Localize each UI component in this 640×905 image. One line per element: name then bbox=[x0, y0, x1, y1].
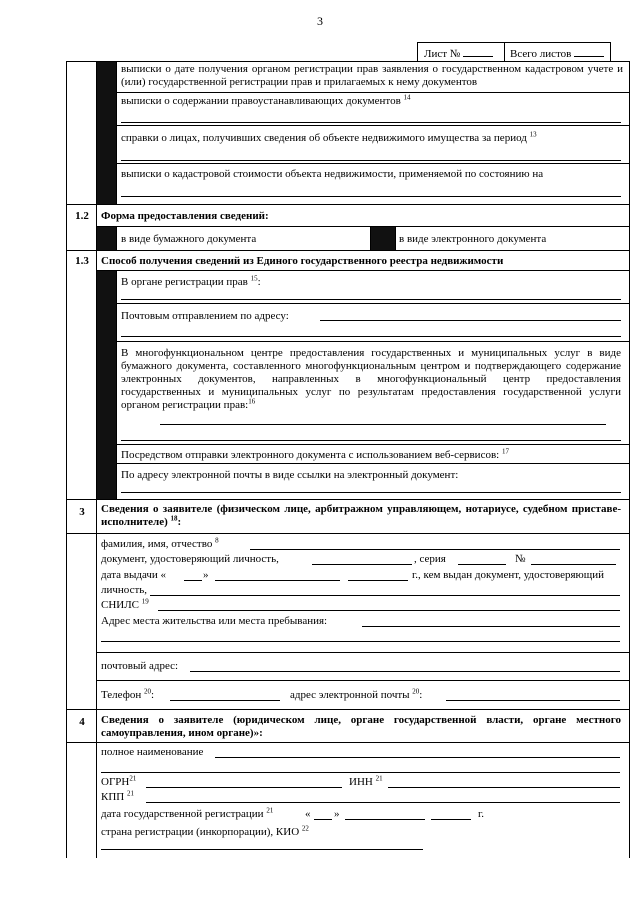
id-doc-line[interactable] bbox=[312, 564, 412, 565]
column-divider-2 bbox=[116, 61, 117, 204]
section-divider bbox=[66, 204, 629, 205]
issue-date-quote: » bbox=[203, 569, 209, 581]
row-divider bbox=[116, 92, 629, 93]
postal-address-line-2[interactable] bbox=[121, 336, 621, 337]
paper-option-label: в виде бумажного документа bbox=[121, 233, 257, 245]
extract-content-option: выписки о содержании правоустанавливающих документов $^{14}$ bbox=[121, 93, 411, 107]
full-name-label: полное наименование bbox=[101, 746, 204, 758]
reg-day-line[interactable] bbox=[314, 819, 332, 820]
section-4-title: Сведения о заявителе (юридическом лице, органе государственной власти, органе местного самоуправления, ином органе)»: bbox=[101, 714, 621, 739]
number-label: № bbox=[515, 553, 526, 565]
issue-day-line[interactable] bbox=[184, 580, 202, 581]
series-label: , серия bbox=[414, 553, 446, 565]
fio-line[interactable] bbox=[250, 549, 620, 550]
cadastral-value-option: выписки о кадастровой стоимости объекта недвижимости, применяемой по состоянию на bbox=[121, 168, 544, 180]
page-number: 3 bbox=[317, 14, 323, 28]
email-link-option: По адресу электронной почты в виде ссылки на электронный документ: bbox=[121, 469, 459, 481]
email-label: адрес электронной почты $^{20}$: bbox=[290, 687, 423, 701]
issue-month-line[interactable] bbox=[215, 580, 340, 581]
row-divider bbox=[116, 125, 629, 126]
electronic-option-label: в виде электронного документа bbox=[399, 233, 547, 245]
row-divider bbox=[66, 533, 629, 534]
row-divider bbox=[116, 341, 629, 342]
snils-line[interactable] bbox=[158, 610, 620, 611]
residence-label: Адрес места жительства или места пребывания: bbox=[101, 615, 328, 627]
extract-date-option: выписки о дате получения органом регистрации прав заявления о государственном кадастровом учете и (или) государственной регистрации прав и прилагаемых к нему документов bbox=[121, 63, 623, 88]
row-divider bbox=[96, 226, 629, 227]
kpp-label: КПП $^{21}$ bbox=[101, 789, 134, 803]
email-line[interactable] bbox=[446, 700, 620, 701]
electronic-checkbox[interactable] bbox=[371, 227, 395, 250]
section-1-3-title: Способ получения сведений из Единого государственного реестра недвижимости bbox=[101, 255, 504, 267]
full-name-line-2[interactable] bbox=[101, 772, 620, 773]
sheet-total-cell[interactable] bbox=[505, 43, 610, 62]
postal-delivery-option: Почтовым отправлением по адресу: bbox=[121, 310, 289, 322]
phone-line[interactable] bbox=[170, 700, 280, 701]
ogrn-line[interactable] bbox=[146, 787, 342, 788]
sheet-total-label: Всего листов bbox=[510, 48, 572, 60]
issue-year-line[interactable] bbox=[348, 580, 408, 581]
postal-address-label: почтовый адрес: bbox=[101, 660, 179, 672]
reg-month-line[interactable] bbox=[345, 819, 425, 820]
section-4-number: 4 bbox=[79, 716, 85, 728]
ogrn-label: ОГРН$^{21}$ bbox=[101, 774, 137, 788]
table-top-border bbox=[66, 61, 629, 62]
cadastral-date-line[interactable] bbox=[121, 196, 621, 197]
residence-line-1[interactable] bbox=[362, 626, 620, 627]
kpp-line[interactable] bbox=[146, 802, 620, 803]
postal-address-line[interactable] bbox=[190, 671, 620, 672]
section-3-number: 3 bbox=[79, 506, 85, 518]
reg-date-quote-close: » bbox=[334, 808, 340, 820]
country-line[interactable] bbox=[101, 849, 423, 850]
row-divider bbox=[96, 652, 629, 653]
reg-date-year-suffix: г. bbox=[478, 808, 485, 820]
email-link-line[interactable] bbox=[121, 492, 621, 493]
inn-line[interactable] bbox=[388, 787, 620, 788]
registration-office-line[interactable] bbox=[121, 299, 621, 300]
checkbox-column-top[interactable] bbox=[97, 62, 116, 204]
row-divider bbox=[96, 270, 629, 271]
row-divider bbox=[116, 444, 629, 445]
row-divider bbox=[96, 680, 629, 681]
id-doc-label: документ, удостоверяющий личность, bbox=[101, 553, 279, 565]
column-divider-2b bbox=[116, 226, 117, 250]
table-right-border bbox=[629, 61, 630, 858]
reg-date-label: дата государственной регистрации $^{21}$ bbox=[101, 806, 274, 820]
persons-reference-option: справки о лицах, получивших сведения об объекте недвижимого имущества за период $^{13}$ bbox=[121, 130, 537, 144]
issued-by-label: г., кем выдан документ, удостоверяющий bbox=[412, 569, 604, 581]
row-divider bbox=[116, 303, 629, 304]
web-service-option: Посредством отправки электронного документа с использованием веб-сервисов: $^{17}$ bbox=[121, 447, 509, 461]
section-divider bbox=[66, 499, 629, 500]
row-divider bbox=[116, 463, 629, 464]
postal-address-line-1[interactable] bbox=[320, 320, 621, 321]
extract-content-line[interactable] bbox=[121, 122, 621, 123]
series-line[interactable] bbox=[458, 564, 506, 565]
mfc-option: В многофункциональном центре предоставления государственных и муниципальных услуг в виде бумажного документа, составленного многофункциональным центром и подтверждающего содержание электронных документов, направленных в многофункциональный центр предоставления государственных и муниципальных услуг по результатам предоставления государственной услуги органом регистрации прав:$^{16}$ bbox=[121, 347, 621, 411]
section-3-title: Сведения о заявителе (физическом лице, арбитражном управляющем, нотариусе, судебном приставе-исполнителе) $^{18}$: bbox=[101, 503, 621, 528]
section-1-2-number: 1.2 bbox=[75, 210, 89, 222]
number-line[interactable] bbox=[531, 564, 616, 565]
phone-label: Телефон $^{20}$: bbox=[101, 687, 155, 701]
inn-label: ИНН $^{21}$ bbox=[349, 774, 383, 788]
mfc-line-2[interactable] bbox=[121, 440, 621, 441]
registration-office-option: В органе регистрации прав $^{15}$: bbox=[121, 274, 261, 288]
sheet-header bbox=[417, 42, 611, 62]
issue-date-label: дата выдачи « bbox=[101, 569, 167, 581]
country-label: страна регистрации (инкорпорации), КИО $^{22}$ bbox=[101, 824, 309, 838]
period-line[interactable] bbox=[121, 160, 621, 161]
personality-label: личность, bbox=[101, 584, 148, 596]
checkbox-column-delivery[interactable] bbox=[97, 271, 116, 499]
column-divider bbox=[395, 226, 396, 250]
mfc-line-1[interactable] bbox=[160, 424, 606, 425]
section-divider bbox=[66, 709, 629, 710]
row-divider bbox=[116, 163, 629, 164]
row-divider bbox=[66, 742, 629, 743]
reg-year-line[interactable] bbox=[431, 819, 471, 820]
issued-by-line[interactable] bbox=[150, 595, 620, 596]
table-left-border bbox=[66, 61, 67, 858]
fio-label: фамилия, имя, отчество $^8$ bbox=[101, 536, 219, 550]
sheet-number-cell[interactable] bbox=[418, 43, 505, 62]
section-1-2-title: Форма предоставления сведений: bbox=[101, 210, 269, 222]
snils-label: СНИЛС $^{19}$ bbox=[101, 597, 149, 611]
residence-line-2[interactable] bbox=[101, 641, 620, 642]
sheet-number-label: Лист № bbox=[424, 48, 461, 60]
column-divider-2c bbox=[116, 270, 117, 499]
reg-date-quote-open: « bbox=[305, 808, 311, 820]
full-name-line-1[interactable] bbox=[215, 757, 620, 758]
paper-checkbox[interactable] bbox=[97, 227, 116, 250]
section-1-3-number: 1.3 bbox=[75, 255, 89, 267]
section-divider bbox=[66, 250, 629, 251]
